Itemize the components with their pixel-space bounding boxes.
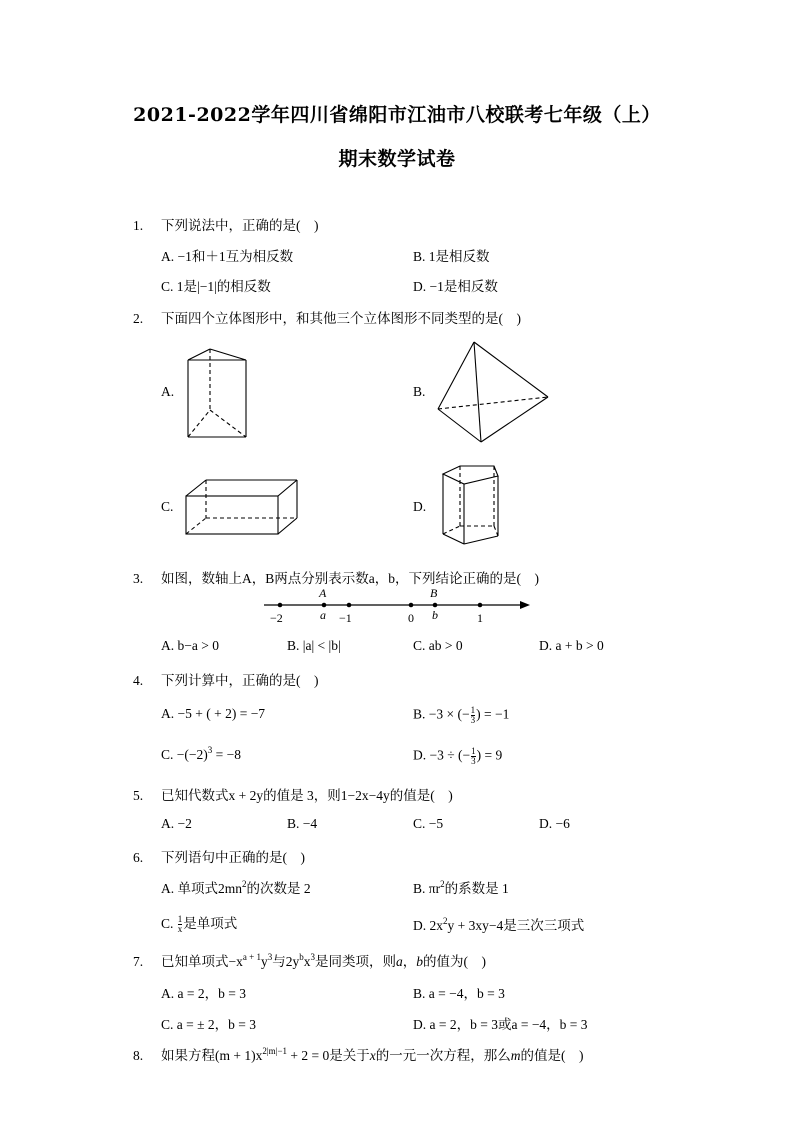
q1-option-c[interactable]: C. 1是|−1|的相反数	[161, 279, 271, 294]
point-b-label: B	[430, 586, 438, 600]
stem-part: 如果方程(m + 1)x	[161, 1048, 263, 1063]
exponent: 3	[310, 952, 315, 962]
question-number: 5.	[133, 788, 144, 803]
q3-option-a[interactable]: A. b−a > 0	[161, 638, 219, 653]
q4-option-d[interactable]	[413, 747, 502, 766]
q5-option-b[interactable]: B. −4	[287, 816, 318, 831]
question-4	[133, 669, 319, 689]
denominator: 3	[470, 715, 476, 725]
option-text-tail: = −8	[215, 747, 241, 762]
q3-option-c[interactable]: C. ab > 0	[413, 638, 463, 653]
question-stem: 下列计算中，正确的是( )	[161, 673, 319, 688]
q7-option-c[interactable]: C. a = ± 2，b = 3	[161, 1017, 257, 1032]
q6-option-a[interactable]	[161, 877, 311, 897]
q3-option-b[interactable]: B. |a| < |b|	[287, 638, 341, 653]
exponent: b	[299, 952, 304, 962]
option-text-tail: y + 3xy−4是三次三项式	[447, 918, 585, 933]
tick-label: 1	[477, 611, 483, 625]
numerator: 1	[470, 705, 476, 715]
question-number: 7.	[133, 954, 144, 969]
question-number: 2.	[133, 311, 144, 326]
exam-title-line2: 期末数学试卷	[338, 148, 456, 170]
option-text: C. −(−2)	[161, 747, 208, 762]
exponent: 3	[207, 745, 213, 755]
option-text: D. 2x	[413, 918, 443, 933]
number-line-axis	[258, 586, 533, 628]
triangular-prism-figure	[180, 345, 255, 440]
pentagonal-prism-figure	[438, 462, 504, 548]
exponent: 2	[443, 916, 448, 926]
cuboid-figure	[182, 476, 302, 538]
number-line	[258, 586, 533, 628]
option-text: D. −3 ÷ (−	[413, 747, 471, 763]
q5-option-d[interactable]: D. −6	[539, 816, 570, 831]
variable-b: b	[416, 954, 423, 969]
option-text: B. πr	[413, 881, 441, 896]
question-stem: 如图，数轴上A，B两点分别表示数a，b，下列结论正确的是( )	[161, 571, 539, 586]
stem-part: 的值是( )	[520, 1048, 584, 1063]
q4-option-c[interactable]	[161, 747, 241, 763]
variable-m: m	[510, 1048, 521, 1063]
q2-option-c[interactable]: C.	[161, 499, 174, 514]
question-stem: 下列说法中，正确的是( )	[161, 218, 319, 233]
point-a-label: A	[319, 586, 327, 600]
exponent: 3	[267, 952, 273, 962]
option-text: A. 单项式2mn	[161, 881, 242, 896]
stem-part: 的值为( )	[422, 954, 486, 969]
pyramid-figure	[434, 338, 554, 446]
tick-label: 0	[408, 611, 414, 625]
q7-option-a[interactable]: A. a = 2，b = 3	[161, 986, 246, 1001]
q1-option-d[interactable]: D. −1是相反数	[413, 279, 498, 294]
option-text-tail: 的次数是 2	[246, 881, 311, 896]
question-3	[133, 567, 539, 587]
denominator: 3	[471, 756, 476, 766]
option-text: B. −3 × (−	[413, 706, 470, 722]
exponent: 2|m|−1	[262, 1046, 288, 1056]
q6-option-c[interactable]: C. $\frac{1}{x}$ 是单项式	[161, 914, 238, 935]
q1-option-a[interactable]: A. −1和＋1互为相反数	[161, 249, 294, 264]
option-text-tail: 是单项式	[183, 916, 238, 931]
exponent: a + 1	[242, 952, 261, 962]
numerator: 1	[471, 746, 476, 756]
question-number: 4.	[133, 673, 144, 688]
stem-part: 已知单项式−x	[161, 954, 243, 969]
exam-title-line1: 2021-2022学年四川省绵阳市江油市八校联考七年级（上）	[133, 104, 661, 126]
option-text-tail: ) = −1	[476, 706, 510, 722]
q4-option-a[interactable]: A. −5 + ( + 2) = −7	[161, 706, 266, 721]
fraction	[471, 706, 476, 725]
q4-option-b[interactable]	[413, 706, 509, 725]
stem-part: ，	[402, 954, 417, 969]
variable-x: x	[369, 1048, 376, 1063]
question-number: 6.	[133, 850, 144, 865]
tick-label: −2	[270, 611, 283, 625]
question-5	[133, 784, 453, 804]
q1-option-b[interactable]: B. 1是相反数	[413, 249, 490, 264]
stem-part: y	[260, 954, 268, 969]
stem-part: x	[303, 954, 311, 969]
point-b-value: b	[432, 608, 438, 622]
q2-option-d[interactable]: D.	[413, 499, 427, 514]
option-text-tail: ) = 9	[476, 747, 503, 763]
q6-option-b[interactable]	[413, 877, 509, 897]
question-1	[133, 214, 319, 234]
question-number: 8.	[133, 1048, 144, 1063]
stem-part: 是同类项，则	[314, 954, 396, 969]
tick-label: −1	[339, 611, 352, 625]
variable-a: a	[395, 954, 403, 969]
q5-option-a[interactable]: A. −2	[161, 816, 192, 831]
q3-option-d[interactable]: D. a + b > 0	[539, 638, 604, 653]
question-stem: 下列语句中正确的是( )	[161, 850, 305, 865]
question-stem: 已知代数式x + 2y的值是 3，则1−2x−4y的值是( )	[161, 788, 453, 803]
question-stem: 下面四个立体图形中，和其他三个立体图形不同类型的是( )	[161, 311, 521, 326]
q6-option-d[interactable]	[413, 914, 584, 934]
question-number: 1.	[133, 218, 144, 233]
stem-part: 与2y	[272, 954, 300, 969]
q7-option-b[interactable]: B. a = −4，b = 3	[413, 986, 505, 1001]
q7-option-d[interactable]: D. a = 2，b = 3或a = −4，b = 3	[413, 1017, 588, 1032]
stem-part: + 2 = 0是关于	[287, 1048, 370, 1063]
question-6	[133, 846, 305, 866]
fraction	[471, 747, 476, 766]
q5-option-c[interactable]: C. −5	[413, 816, 444, 831]
stem-part: 的一元一次方程，那么	[375, 1048, 511, 1063]
question-8	[133, 1044, 584, 1064]
denominator: x	[177, 924, 183, 935]
question-7	[133, 950, 486, 970]
exponent: 2	[440, 879, 445, 889]
question-2	[133, 307, 521, 327]
question-number: 3.	[133, 571, 144, 586]
numerator: 1	[177, 914, 183, 925]
fraction	[178, 915, 183, 934]
option-text-tail: 的系数是 1	[444, 881, 509, 896]
exponent: 2	[242, 879, 247, 889]
q2-option-a[interactable]: A.	[161, 384, 175, 399]
point-a-value: a	[320, 608, 326, 622]
q2-option-b[interactable]: B.	[413, 384, 426, 399]
